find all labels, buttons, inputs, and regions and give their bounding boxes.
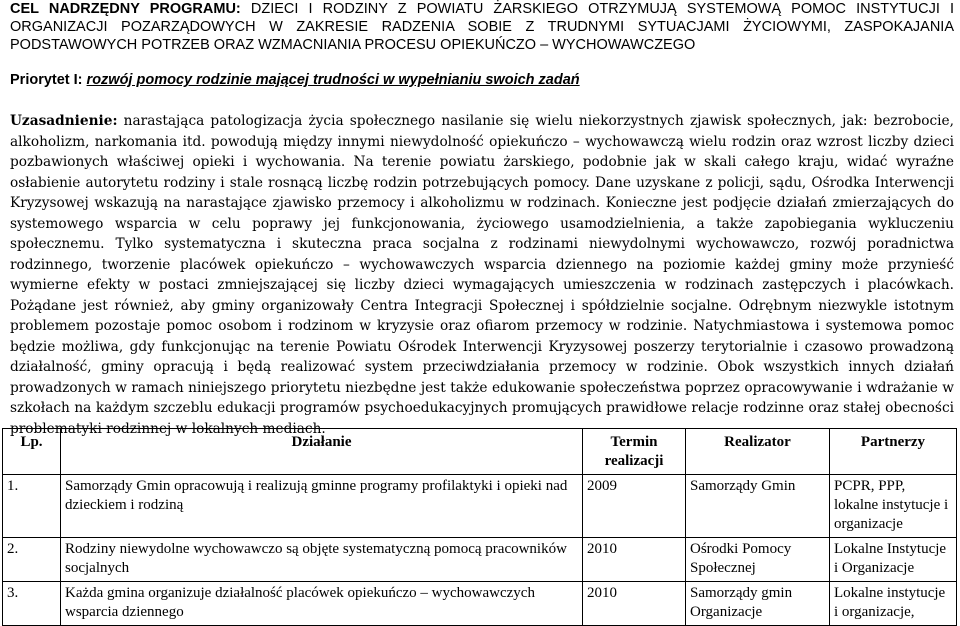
priority-heading bbox=[10, 71, 954, 89]
row-action: Samorządy Gmin opracowują i realizują gminne programy profilaktyki i opieki nad dzieckiem i rodziną bbox=[61, 475, 583, 538]
row-action: Każda gmina organizuje działalność placówek opiekuńczo – wychowawczych wsparcia dziennego bbox=[61, 582, 583, 626]
justification-text: narastająca patologizacja życia społecznego nasilanie się wielu niekorzystnych zjawisk społecznych, jak: bezrobocie, alkoholizm, narkomania itd. powodują między innymi niewydolność opiekuńczo – wychowawczą wielu rodzin oraz wzrost liczby dzieci pozbawionych właściwej opieki i wychowania. Na terenie powiatu żarskiego, podobnie jak w skali całego kraju, widać wyraźne osłabienie autorytetu rodziny i stale rosnącą liczbę rodzin potrzebujących pomocy. Dane uzyskane z policji, sądu, Ośrodka Interwencji Kryzysowej wskazują na narastające zjawisko przemocy i alkoholizmu w rodzinach. Konieczne jest podjęcie działań zmierzających do systemowego wsparcia w celu poprawy jej funkcjonowania, życiowego usamodzielnienia, a także zapobiegania wykluczeniu społecznemu. Tylko systematyczna i skuteczna praca socjalna z rodzinami niewydolnymi wychowawczo, rozwój poradnictwa rodzinnego, tworzenie placówek opiekuńczo – wychowawczych wsparcia dziennego na poziomie każdej gminy może przynieść wymierne efekty w postaci zmniejszającej się liczby dzieci wymagających umieszczenia w rodzinach zastępczych i placówkach. Pożądane jest również, aby gminy organizowały Centra Integracji Społecznej i spółdzielnie socjalne. Odrębnym niezwykle istotnym problemem pozostaje pomoc osobom i rodzinom w kryzysie oraz ofiarom przemocy w rodzinie. Natychmiastowa i systemowa pomoc będzie możliwa, gdy funkcjonując na terenie Powiatu Ośrodek Interwencji Kryzysowej poszerzy terytorialnie i czasowo prowadzoną działalność, gminy opracują i będą realizować system przeciwdziałania przemocy w rodzinie. Obok wszystkich innych działań prowadzonych w ramach niniejszego priorytetu niezbędne jest także edukowanie społeczeństwa poprzez opracowywanie i wdrażanie w szkołach na każdym szczeblu edukacji programów psychoedukacyjnych promujących prawidłowe relacje rodzinne oraz stałej obecności problematyki rodzinnej w lokalnych mediach. bbox=[10, 113, 954, 437]
justification-paragraph bbox=[10, 111, 954, 439]
row-partners: Lokalne Instytucje i Organizacje bbox=[830, 538, 957, 582]
row-term: 2010 bbox=[583, 582, 686, 626]
row-executor: Ośrodki Pomocy Społecznej bbox=[686, 538, 830, 582]
row-executor: Samorządy Gmin bbox=[686, 475, 830, 538]
table-row bbox=[3, 582, 957, 626]
row-partners: Lokalne instytucje i organizacje, bbox=[830, 582, 957, 626]
header-term: Termin realizacji bbox=[583, 429, 686, 475]
row-number: 1. bbox=[3, 475, 61, 538]
table-row bbox=[3, 475, 957, 538]
priority-text: rozwój pomocy rodzinie mającej trudności w wypełnianiu swoich zadań bbox=[86, 72, 580, 88]
row-action: Rodziny niewydolne wychowawczo są objęte systematyczną pomocą pracowników socjalnych bbox=[61, 538, 583, 582]
table-header-row bbox=[3, 429, 957, 475]
row-executor: Samorządy gmin Organizacje bbox=[686, 582, 830, 626]
header-partners: Partnerzy bbox=[830, 429, 957, 475]
row-term: 2010 bbox=[583, 538, 686, 582]
program-goal-text: DZIECI I RODZINY Z POWIATU ŻARSKIEGO OTRZYMUJĄ SYSTEMOWĄ POMOC INSTYTUCJI I ORGANIZACJI POZARZĄDOWYCH W ZAKRESIE RADZENIA SOBIE Z TRUDNYMI SYTUACJAMI ŻYCIOWYMI, ZASPOKAJANIA PODSTAWOWYCH POTRZEB ORAZ WZMACNIANIA PROCESU OPIEKUŃCZO – WYCHOWAWCZEGO bbox=[10, 1, 954, 53]
row-partners: PCPR, PPP, lokalne instytucje i organizacje bbox=[830, 475, 957, 538]
row-term: 2009 bbox=[583, 475, 686, 538]
table-row bbox=[3, 538, 957, 582]
program-goal-label: CEL NADRZĘDNY PROGRAMU: bbox=[10, 1, 241, 17]
justification-label: Uzasadnienie: bbox=[10, 113, 118, 129]
priority-label: Priorytet I: bbox=[10, 72, 83, 88]
row-number: 3. bbox=[3, 582, 61, 626]
row-number: 2. bbox=[3, 538, 61, 582]
header-lp: Lp. bbox=[3, 429, 61, 475]
header-action: Działanie bbox=[61, 429, 583, 475]
header-executor: Realizator bbox=[686, 429, 830, 475]
program-goal bbox=[10, 0, 954, 54]
actions-table bbox=[2, 428, 957, 626]
